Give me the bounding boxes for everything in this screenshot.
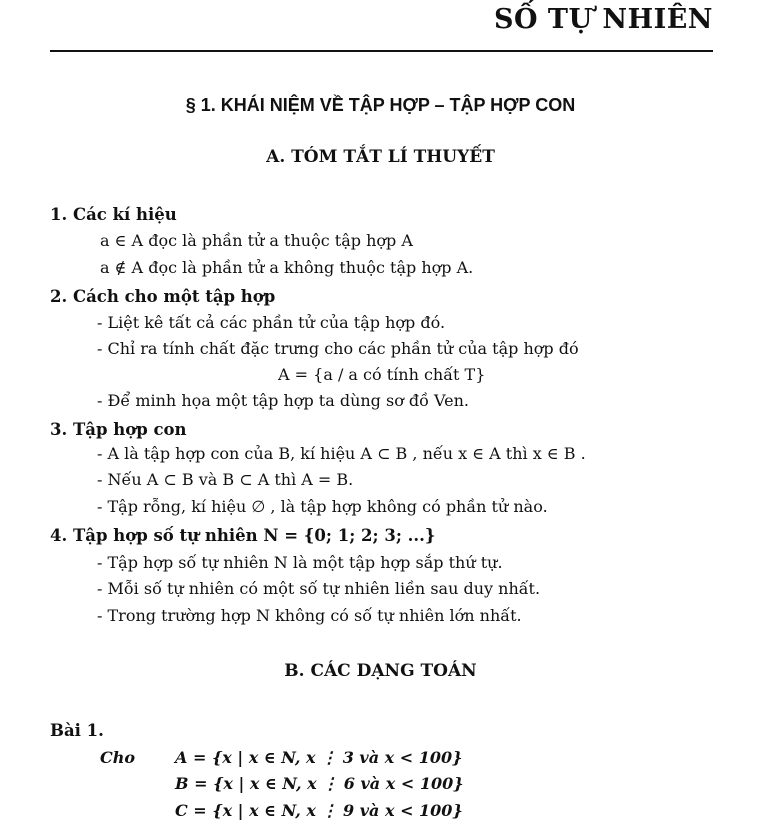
item2-line1: - Liệt kê tất cả các phần tử của tập hợp đó. [97, 313, 446, 332]
item2-line3: - Để minh họa một tập hợp ta dùng sơ đồ Ven. [97, 391, 469, 410]
item1-line2: a ∉ A đọc là phần tử a không thuộc tập hợp A. [100, 258, 474, 277]
item1-line1: a ∈ A đọc là phần tử a thuộc tập hợp A [100, 231, 413, 250]
item3-line1: - A là tập hợp con của B, kí hiệu A ⊂ B , nếu x ∈ A thì x ∈ B . [97, 444, 586, 463]
part-a-title: A. TÓM TẮT LÍ THUYẾT [266, 147, 495, 167]
item3-line3: - Tập rỗng, kí hiệu ∅ , là tập hợp không có phần tử nào. [97, 497, 548, 516]
section-title: § 1. KHÁI NIỆM VỀ TẬP HỢP – TẬP HỢP CON [185, 95, 576, 115]
item4-line1: - Tập hợp số tự nhiên N là một tập hợp sắp thứ tự. [97, 553, 503, 572]
exercise-cho: Cho [100, 748, 136, 767]
exercise-label: Bài 1. [50, 721, 104, 740]
exercise-set-c: C = {x | x ∈ N, x ⋮ 9 và x < 100} [175, 801, 463, 820]
exercise-set-b: B = {x | x ∈ N, x ⋮ 6 và x < 100} [175, 774, 464, 793]
header-rule [50, 50, 713, 52]
item2-heading: 2. Cách cho một tập hợp [50, 287, 276, 306]
exercise-set-a: A = {x | x ∈ N, x ⋮ 3 và x < 100} [175, 748, 463, 767]
item3-line2: - Nếu A ⊂ B và B ⊂ A thì A = B. [97, 470, 354, 489]
chapter-title: SỐ TỰ NHIÊN [493, 4, 713, 35]
item2-line2: - Chỉ ra tính chất đặc trưng cho các phần tử của tập hợp đó [97, 339, 579, 358]
part-b-title: B. CÁC DẠNG TOÁN [284, 661, 477, 681]
item4-heading: 4. Tập hợp số tự nhiên N = {0; 1; 2; 3; ...} [50, 526, 436, 545]
item1-heading: 1. Các kí hiệu [50, 205, 177, 224]
item2-formula: A = {a / a có tính chất T} [278, 365, 486, 384]
item3-heading: 3. Tập hợp con [50, 420, 187, 439]
item4-line3: - Trong trường hợp N không có số tự nhiên lớn nhất. [97, 606, 522, 625]
item4-line2: - Mỗi số tự nhiên có một số tự nhiên liền sau duy nhất. [97, 579, 541, 598]
